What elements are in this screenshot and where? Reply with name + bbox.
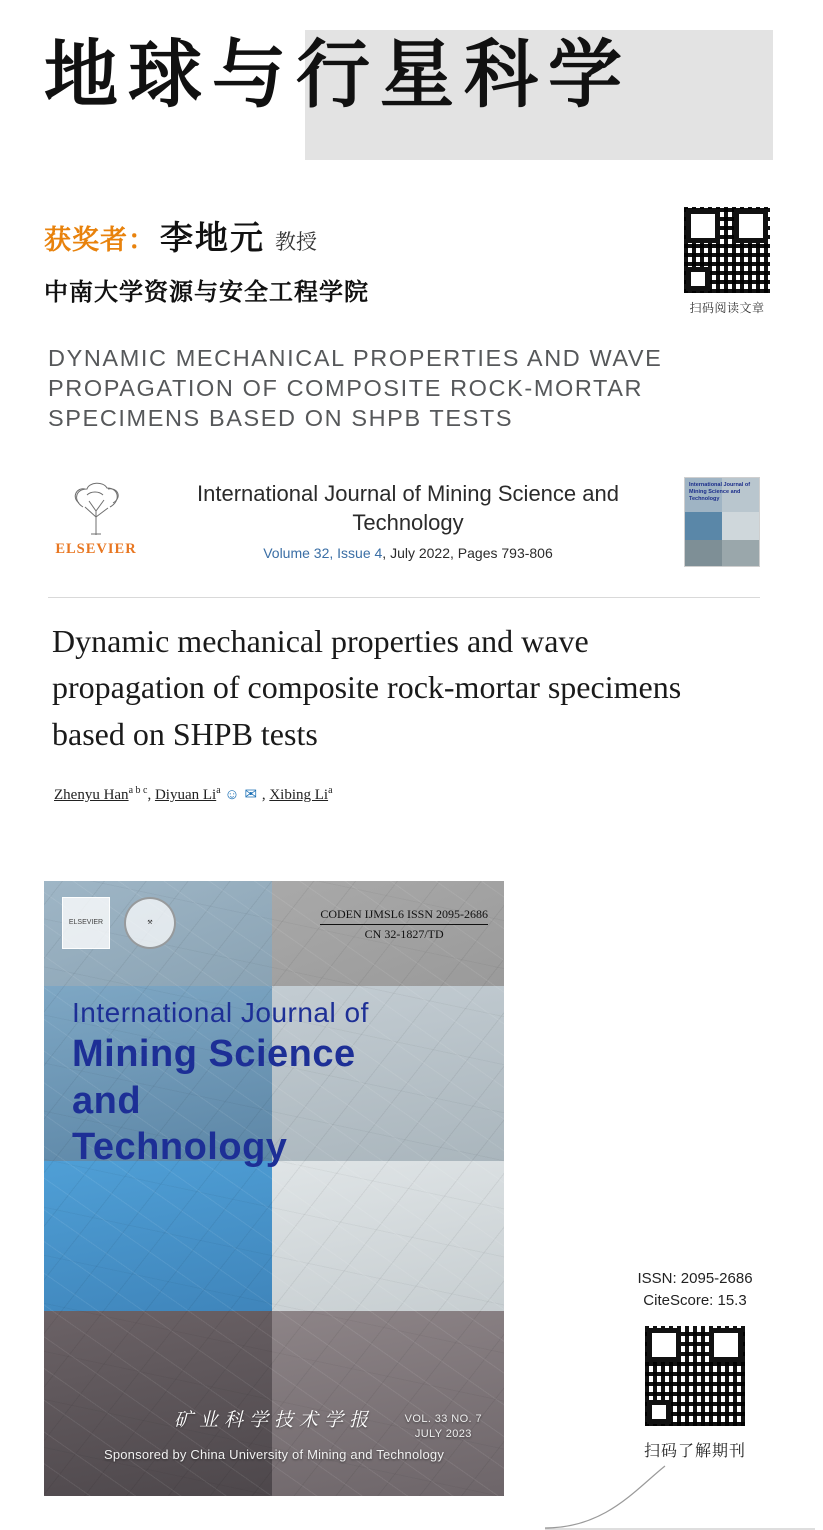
cover-title-block bbox=[72, 997, 492, 1169]
person-icon[interactable]: ☺ bbox=[224, 787, 241, 803]
awardee-name: 李地元 bbox=[160, 219, 265, 256]
envelope-icon[interactable]: ✉ bbox=[244, 787, 259, 803]
elsevier-wordmark: ELSEVIER bbox=[55, 541, 137, 557]
awardee-row bbox=[44, 212, 664, 259]
elsevier-tree-icon bbox=[63, 477, 129, 539]
journal-citescore: CiteScore: 15.3 bbox=[643, 1291, 747, 1309]
qr-code-icon[interactable] bbox=[684, 207, 770, 293]
journal-cover-thumbnail bbox=[684, 477, 760, 567]
author-name[interactable]: Diyuan Li bbox=[154, 787, 217, 803]
article-qr-block[interactable] bbox=[684, 207, 770, 316]
decorative-swoosh bbox=[545, 1460, 815, 1530]
journal-cover-image bbox=[44, 881, 504, 1496]
journal-date-pages: , July 2022, Pages 793-806 bbox=[382, 545, 553, 562]
author-affiliation-marker: a b c bbox=[128, 785, 148, 796]
masthead bbox=[0, 0, 823, 175]
cover-volume-line2: JULY 2023 bbox=[414, 1428, 472, 1441]
elsevier-badge-icon: ELSEVIER bbox=[62, 897, 110, 949]
journal-volume-line bbox=[158, 545, 658, 561]
awardee-affiliation: 中南大学资源与安全工程学院 bbox=[44, 279, 369, 306]
cover-title-line2: Mining Science bbox=[72, 1033, 356, 1075]
journal-metrics-block bbox=[600, 1268, 790, 1461]
section-divider bbox=[48, 597, 760, 598]
cover-coden-line1: CODEN IJMSL6 ISSN 2095-2686 bbox=[320, 905, 488, 925]
author-affiliation-marker: a bbox=[216, 785, 221, 796]
cover-coden-line2: CN 32-1827/TD bbox=[364, 927, 444, 941]
elsevier-logo bbox=[48, 477, 144, 558]
cover-chinese-title: 矿业科学技术学报 bbox=[173, 1410, 374, 1431]
awardee-academic-title: 教授 bbox=[275, 231, 317, 254]
journal-qr-code-icon[interactable] bbox=[645, 1326, 745, 1426]
journal-qr-caption: 扫码了解期刊 bbox=[643, 1442, 746, 1460]
author-affiliation-marker: a bbox=[328, 785, 333, 796]
masthead-title: 地球与行星科学 bbox=[44, 33, 632, 116]
cover-logos bbox=[62, 897, 176, 949]
journal-name: International Journal of Mining Science and Technology bbox=[197, 481, 619, 536]
cover-title-line3: and bbox=[72, 1079, 142, 1122]
author-name[interactable]: Zhenyu Han bbox=[54, 787, 129, 803]
journal-strip bbox=[48, 477, 760, 577]
cover-sponsor-line: Sponsored by China University of Mining and Technology bbox=[103, 1447, 445, 1462]
article-title: Dynamic mechanical properties and wave propagation of composite rock-mortar specimens based on SHPB tests bbox=[52, 623, 682, 752]
author-separator: , bbox=[258, 787, 270, 803]
author-name[interactable]: Xibing Li bbox=[269, 787, 329, 803]
journal-volume[interactable]: Volume 32, Issue 4 bbox=[263, 545, 383, 562]
cover-texture-overlay bbox=[44, 881, 504, 1496]
cover-title-line1: International Journal of bbox=[72, 997, 369, 1028]
article-qr-caption: 扫码阅读文章 bbox=[689, 301, 765, 315]
journal-cover-thumbnail-title: International Journal of Mining Science and Technology bbox=[689, 482, 751, 502]
cover-volume-line1: VOL. 33 NO. 7 bbox=[404, 1413, 482, 1426]
paper-headline: DYNAMIC MECHANICAL PROPERTIES AND WAVE PROPAGATION OF COMPOSITE ROCK-MORTAR SPECIMENS BASED ON SHPB TESTS bbox=[48, 345, 663, 431]
university-seal-icon: ⚒ bbox=[124, 897, 176, 949]
article-authors bbox=[54, 785, 734, 804]
author-separator: , bbox=[147, 787, 155, 803]
cover-title-line4: Technology bbox=[72, 1126, 288, 1169]
journal-issn: ISSN: 2095-2686 bbox=[637, 1270, 753, 1287]
cover-coden-block bbox=[320, 905, 488, 943]
journal-info bbox=[158, 479, 658, 561]
awardee-label: 获奖者： bbox=[44, 225, 156, 255]
